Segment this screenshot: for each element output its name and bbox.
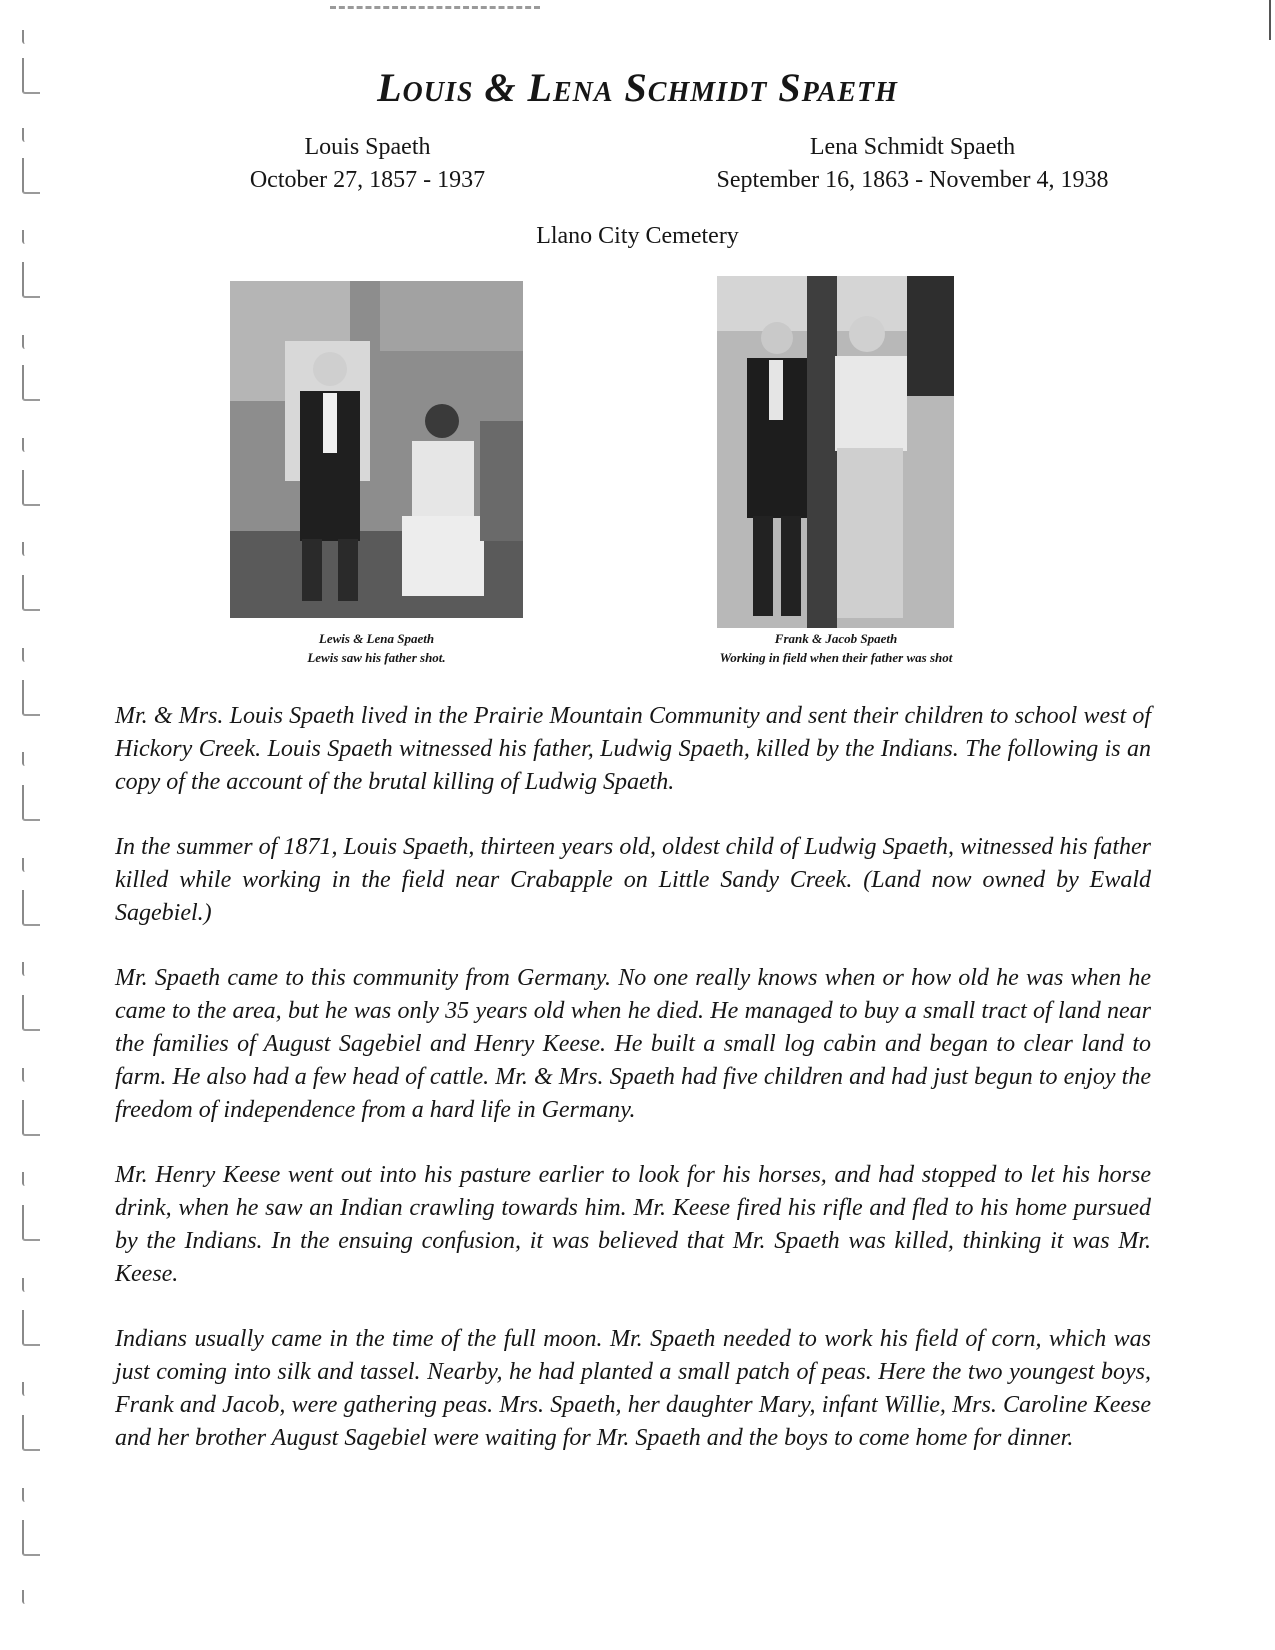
photo-lewis-and-lena	[230, 281, 523, 618]
photo2-caption-line2: Working in field when their father was shot	[719, 650, 953, 665]
paragraph: Indians usually came in the time of the full moon. Mr. Spaeth needed to work his field of corn, which was just coming into silk and tassel. Nearby, he had planted a small patch of peas. Here the two youngest boys, Frank and Jacob, were gathering peas. Mrs. Spaeth, her daughter Mary, infant Willie, Mrs. Caroline Keese and her brother August Sagebiel were waiting for Mr. Spaeth and the boys to come home for dinner.	[115, 1326, 1151, 1451]
paragraph: Mr. & Mrs. Louis Spaeth lived in the Prairie Mountain Community and sent their children to school west of Hickory Creek. Louis Spaeth witnessed his father, Ludwig Spaeth, killed by the Indians. The following is an copy of the account of the brutal killing of Ludwig Spaeth.	[115, 703, 1151, 795]
louis-dates: October 27, 1857 - 1937	[249, 167, 486, 193]
photo2-caption	[660, 629, 1012, 667]
paragraph: Mr. Spaeth came to this community from Germany. No one really knows when or how old he was when he came to the area, but he was only 35 years old when he died. He managed to buy a small tract of land near the families of August Sagebiel and Henry Keese. He built a small log cabin and began to clear land to farm. He also had a few head of cattle. Mr. & Mrs. Spaeth had five children and had just begun to enjoy the freedom of independence from a hard life in Germany.	[115, 965, 1151, 1123]
photo-frank-and-jacob	[717, 276, 954, 628]
paragraph: In the summer of 1871, Louis Spaeth, thirteen years old, oldest child of Ludwig Spaeth, witnessed his father killed while working in the field near Crabapple on Little Sandy Creek. (Land now owned by Ewald Sagebiel.)	[115, 834, 1151, 926]
paragraph: Mr. Henry Keese went out into his pasture earlier to look for his horses, and had stopped to let his horse drink, when he saw an Indian crawling towards him. Mr. Keese fired his rifle and fled to his home pursued by the Indians. In the ensuing confusion, it was believed that Mr. Spaeth was killed, thinking it was Mr. Keese.	[115, 1162, 1151, 1287]
louis-info	[195, 131, 540, 197]
lena-name: Lena Schmidt Spaeth	[809, 134, 1016, 160]
photo1-caption	[230, 629, 523, 667]
photo1-caption-line2: Lewis saw his father shot.	[307, 650, 446, 665]
article-body	[115, 700, 1151, 1487]
scan-artifact	[330, 0, 540, 9]
photo2-caption-line1: Frank & Jacob Spaeth	[774, 631, 898, 646]
photo1-caption-line1: Lewis & Lena Spaeth	[318, 631, 435, 646]
lena-dates: September 16, 1863 - November 4, 1938	[716, 167, 1109, 193]
page-edge	[1269, 0, 1271, 40]
louis-name: Louis Spaeth	[304, 134, 431, 160]
cemetery-name: Llano City Cemetery	[536, 223, 739, 249]
page-title: Louis & Lena Schmidt Spaeth	[377, 65, 898, 110]
spiral-binding	[14, 30, 48, 1630]
lena-info	[640, 131, 1185, 197]
